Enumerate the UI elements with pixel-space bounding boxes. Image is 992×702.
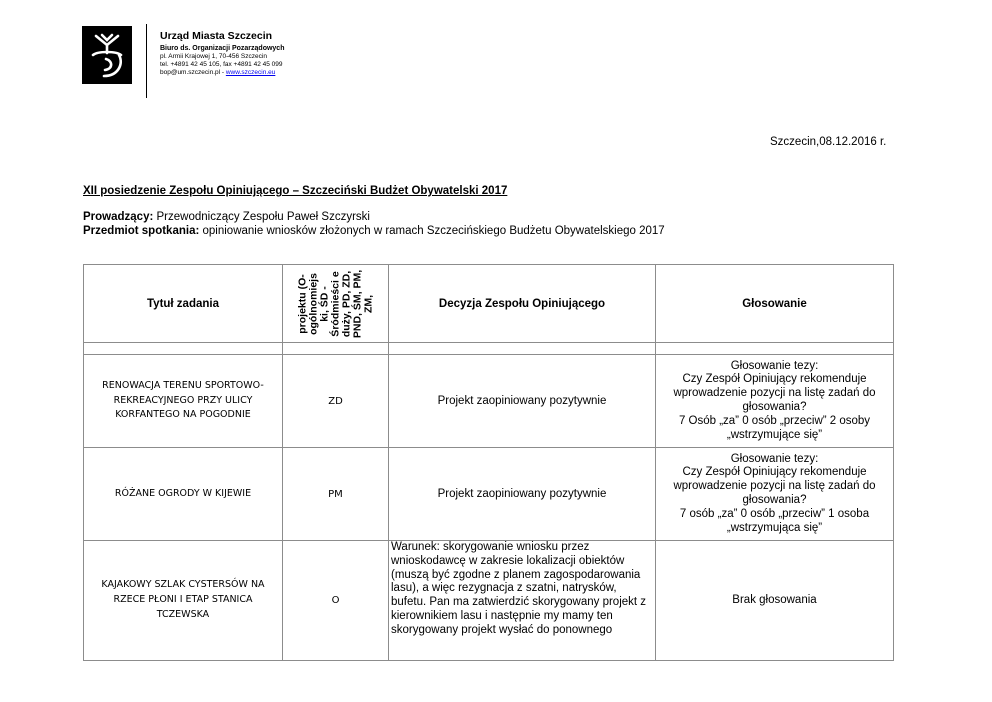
table-row — [84, 448, 894, 541]
task-type: PM — [283, 448, 389, 541]
header-divider — [146, 24, 147, 98]
vote-line: 7 osób „za” 0 osób „przeciw” 1 osoba „wstrzymująca się” — [679, 507, 870, 534]
document-title: XII posiedzenie Zespołu Opiniującego – Szczeciński Budżet Obywatelski 2017 — [83, 185, 508, 197]
header-type-cell — [283, 265, 389, 343]
org-header — [160, 30, 284, 76]
leader-line — [83, 210, 665, 224]
office-phone: tel. +4891 42 45 105, fax +4891 42 45 099 — [160, 60, 283, 68]
leader-label: Prowadzący: — [83, 211, 154, 223]
vote-line: Głosowanie tezy: — [730, 359, 819, 372]
szczecin-logo — [82, 26, 132, 84]
table-row-empty — [84, 343, 894, 355]
document-date: Szczecin,08.12.2016 r. — [770, 136, 887, 148]
header-vote: Głosowanie — [656, 265, 894, 343]
website-link[interactable]: www.szczecin.eu — [225, 68, 276, 76]
meeting-meta — [83, 210, 665, 239]
header-task: Tytuł zadania — [84, 265, 283, 343]
vote-line: Czy Zespół Opiniujący rekomenduje wprowadzenie pozycji na listę zadań do głosowania? — [673, 373, 876, 413]
leader-value: Przewodniczący Zespołu Paweł Szczyrski — [153, 211, 370, 223]
vote-line: Głosowanie tezy: — [730, 452, 819, 465]
vote: Brak głosowania — [656, 541, 894, 661]
office-name: Biuro ds. Organizacji Pozarządowych — [160, 44, 285, 52]
header-decision: Decyzja Zespołu Opiniującego — [389, 265, 656, 343]
contact-separator: - — [220, 68, 226, 76]
vote-line: 7 Osób „za” 0 osób „przeciw” 2 osoby „wstrzymujące się” — [678, 414, 871, 441]
vote — [656, 355, 894, 448]
table-header-row — [84, 265, 894, 343]
task-title: KAJAKOWY SZLAK CYSTERSÓW NA RZECE PŁONI I ETAP STANICA TCZEWSKA — [84, 541, 283, 661]
decision: Projekt zaopiniowany pozytywnie — [389, 355, 656, 448]
office-email: bop@um.szczecin.pl — [160, 68, 221, 76]
table-row — [84, 541, 894, 661]
vote — [656, 448, 894, 541]
office-contact — [160, 69, 284, 77]
subject-value: opiniowanie wniosków złożonych w ramach Szczecińskiego Budżetu Obywatelskiego 2017 — [199, 225, 665, 238]
task-type: O — [283, 541, 389, 661]
task-title: RENOWACJA TERENU SPORTOWO-REKREACYJNEGO PRZY ULICY KORFANTEGO NA POGODNIE — [84, 355, 283, 448]
subject-line — [83, 224, 665, 238]
vote-line: Czy Zespół Opiniujący rekomenduje wprowadzenie pozycji na listę zadań do głosowania? — [673, 466, 876, 506]
office-address: pl. Armii Krajowej 1, 70-456 Szczecin — [160, 52, 267, 60]
header-type: projektu (O- ogólnomiejs ki, ŚD - Śródmieści e duży, PD, ZD, PND, ŚM, PM, ZM, — [295, 269, 375, 338]
table-row — [84, 355, 894, 448]
task-title: RÓŻANE OGRODY W KIJEWIE — [84, 448, 283, 541]
subject-label: Przedmiot spotkania: — [83, 225, 200, 238]
opinions-table — [83, 264, 894, 661]
org-name: Urząd Miasta Szczecin — [160, 30, 273, 42]
task-type: ZD — [283, 355, 389, 448]
decision: Warunek: skorygowanie wniosku przez wnioskodawcę w zakresie lokalizacji obiektów (muszą być zgodne z planem zagospodarowania lasu), a więc rezygnacja z szatni, natrysków, bufetu. Pan ma zatwierdzić skorygowany projekt z kierownikiem lasu i następnie my mamy ten skorygowany projekt wysłać do ponownego — [389, 541, 656, 661]
decision: Projekt zaopiniowany pozytywnie — [389, 448, 656, 541]
